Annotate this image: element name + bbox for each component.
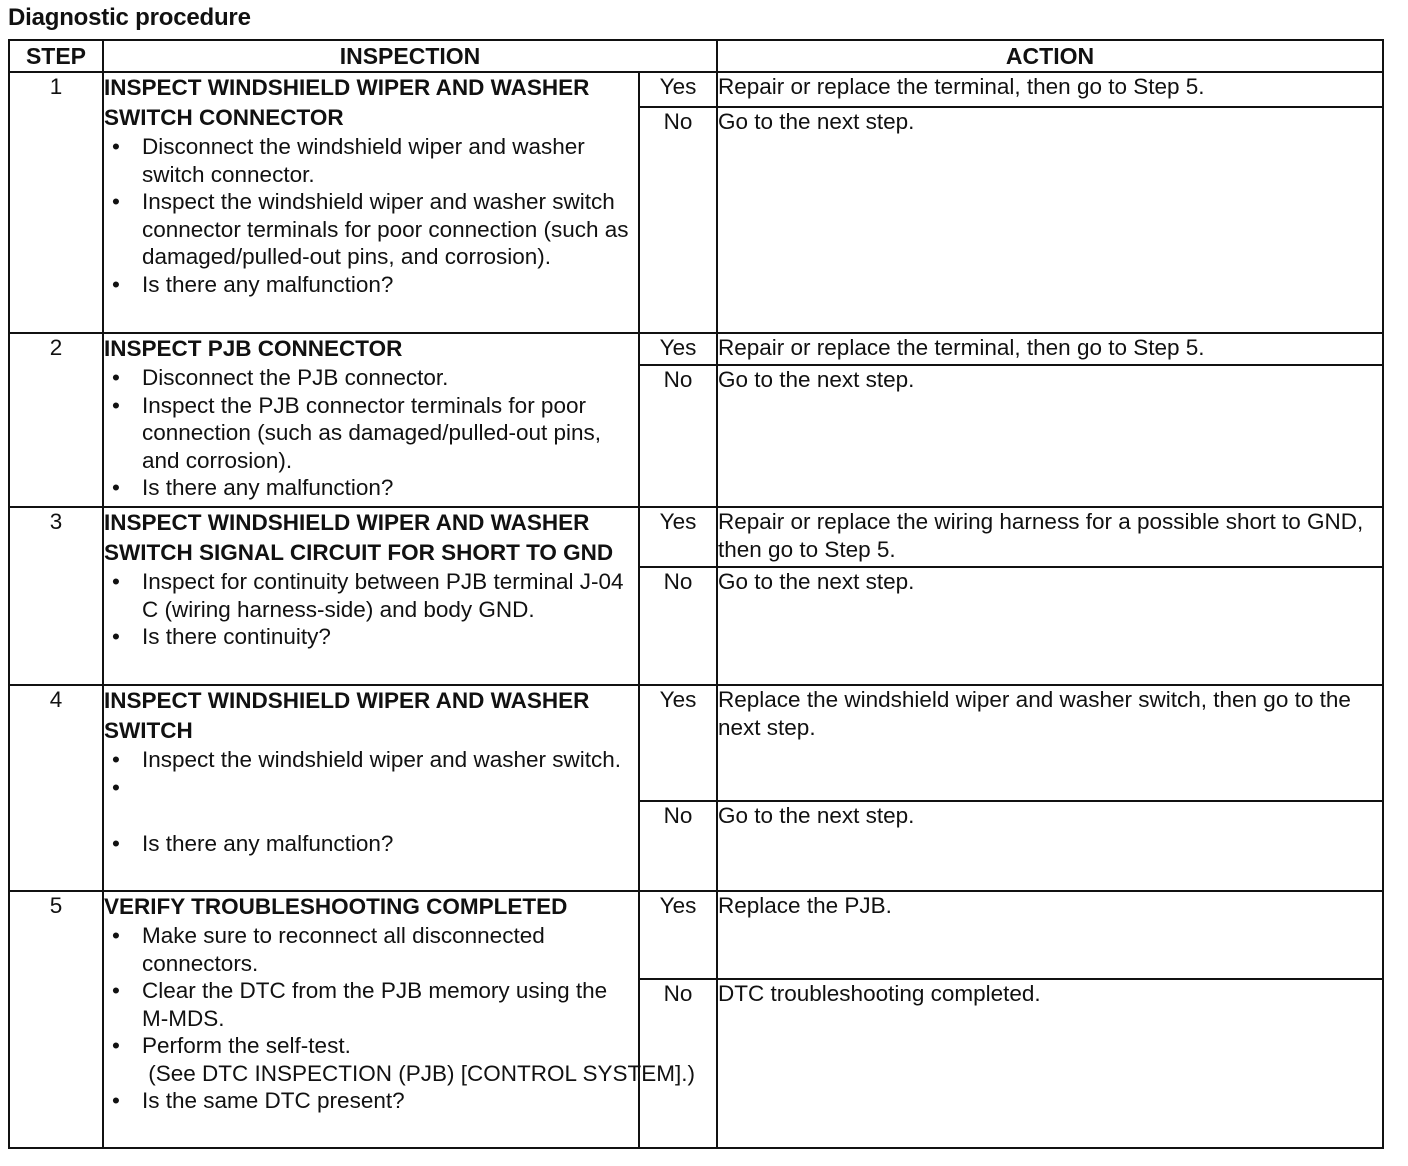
bullet-text: Perform the self-test.: [142, 1033, 351, 1058]
no-label: No: [639, 979, 717, 1148]
inspection-heading: INSPECT PJB CONNECTOR: [104, 336, 403, 361]
yes-label: Yes: [639, 891, 717, 979]
bullet-item: • Clear the DTC from the PJB memory using the M-MDS.: [104, 977, 638, 1032]
page-title: Diagnostic procedure: [8, 4, 251, 31]
step-number: 4: [9, 685, 103, 891]
step-number: 5: [9, 891, 103, 1148]
yes-action: Repair or replace the wiring harness for a possible short to GND, then go to Step 5.: [717, 507, 1383, 567]
step-number: 1: [9, 72, 103, 333]
inspection-bullets: [104, 133, 638, 298]
reference-note: (See DTC INSPECTION (PJB) [CONTROL SYSTEM].): [142, 1060, 695, 1086]
no-label: No: [639, 801, 717, 891]
yes-action: Replace the windshield wiper and washer switch, then go to the next step.: [717, 685, 1383, 801]
bullet-item: • Is there any malfunction?: [104, 830, 638, 858]
no-label: No: [639, 567, 717, 685]
yes-label: Yes: [639, 333, 717, 365]
header-inspection: INSPECTION: [103, 40, 717, 72]
yes-action: Repair or replace the terminal, then go to Step 5.: [717, 333, 1383, 365]
inspection-bullets: [104, 568, 638, 651]
bullet-item: • Disconnect the windshield wiper and washer switch connector.: [104, 133, 638, 188]
yes-label: Yes: [639, 685, 717, 801]
header-step: STEP: [9, 40, 103, 72]
inspection-heading: INSPECT WINDSHIELD WIPER AND WASHER SWITCH SIGNAL CIRCUIT FOR SHORT TO GND: [104, 510, 614, 565]
table-header-row: [9, 40, 1383, 72]
inspection-heading: VERIFY TROUBLESHOOTING COMPLETED: [104, 894, 568, 919]
yes-label: Yes: [639, 72, 717, 107]
no-label: No: [639, 107, 717, 333]
inspection-heading: INSPECT WINDSHIELD WIPER AND WASHER SWITCH: [104, 688, 590, 743]
table-row: [9, 891, 1383, 979]
no-action: Go to the next step.: [717, 801, 1383, 891]
bullet-item: • Is there any malfunction?: [104, 474, 638, 502]
inspection-cell: [103, 685, 639, 891]
yes-action: Replace the PJB.: [717, 891, 1383, 979]
inspection-cell: [103, 333, 639, 507]
bullet-item: • Is the same DTC present?: [104, 1087, 638, 1115]
diagnostic-procedure-table: [8, 39, 1384, 1149]
inspection-cell: [103, 72, 639, 333]
bullet-item: • Is there continuity?: [104, 623, 638, 651]
table-row: [9, 507, 1383, 567]
table-row: [9, 72, 1383, 107]
bullet-item: [104, 1032, 695, 1087]
yes-label: Yes: [639, 507, 717, 567]
bullet-item: • Disconnect the PJB connector.: [104, 364, 638, 392]
bullet-item: • Make sure to reconnect all disconnected connectors.: [104, 922, 638, 977]
table-row: [9, 333, 1383, 365]
bullet-item: • Inspect the PJB connector terminals for poor connection (such as damaged/pulled-out pins, and corrosion).: [104, 392, 638, 475]
bullet-spacer: [104, 774, 638, 830]
no-action: Go to the next step.: [717, 365, 1383, 507]
inspection-bullets: [104, 364, 638, 502]
bullet-item: • Inspect the windshield wiper and washer switch.: [104, 746, 638, 774]
bullet-item: • Inspect the windshield wiper and washer switch connector terminals for poor connection (such as damaged/pulled-out pins, and corrosion).: [104, 188, 638, 271]
inspection-bullets: [104, 746, 638, 857]
bullet-item: • Inspect for continuity between PJB terminal J-04 C (wiring harness-side) and body GND.: [104, 568, 638, 623]
no-action: Go to the next step.: [717, 567, 1383, 685]
no-action: DTC troubleshooting completed.: [717, 979, 1383, 1148]
table-row: [9, 685, 1383, 801]
header-action: ACTION: [717, 40, 1383, 72]
step-number: 3: [9, 507, 103, 685]
inspection-cell: [103, 507, 639, 685]
no-action: Go to the next step.: [717, 107, 1383, 333]
step-number: 2: [9, 333, 103, 507]
no-label: No: [639, 365, 717, 507]
yes-action: Repair or replace the terminal, then go to Step 5.: [717, 72, 1383, 107]
bullet-item: • Is there any malfunction?: [104, 271, 638, 299]
inspection-heading: INSPECT WINDSHIELD WIPER AND WASHER SWITCH CONNECTOR: [104, 75, 590, 130]
